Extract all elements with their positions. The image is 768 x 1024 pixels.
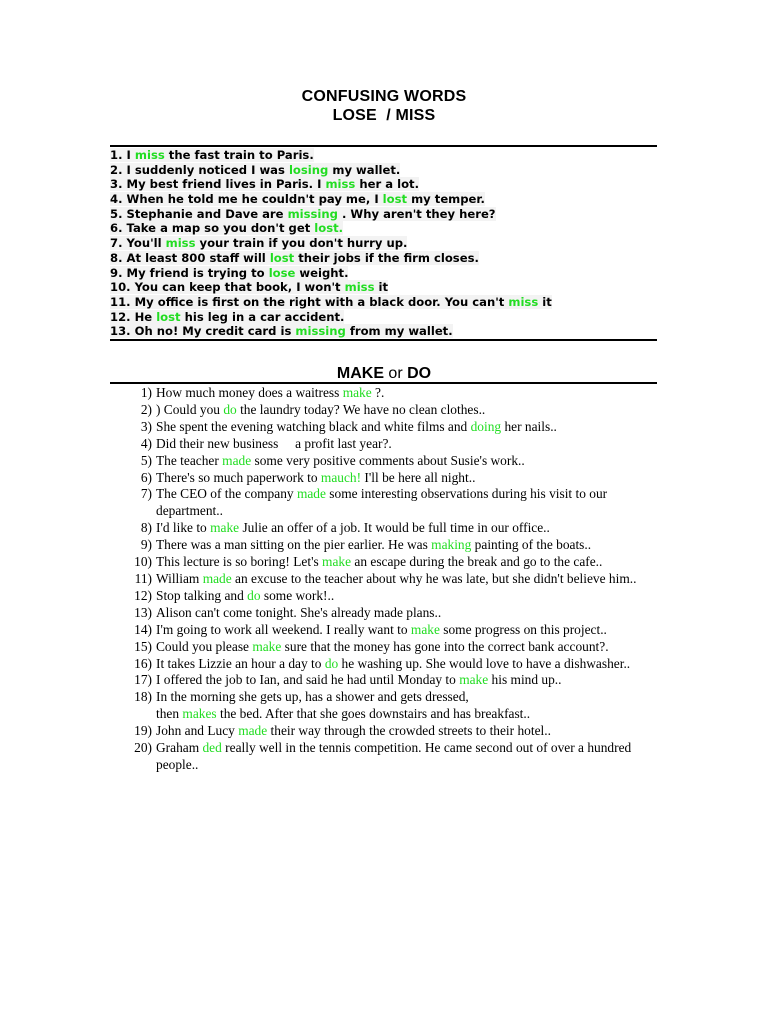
sentence-text: my temper. [407, 192, 485, 207]
sentence-text: I'm going to work all weekend. I really want to [156, 621, 411, 637]
answer-word: lost [156, 309, 181, 324]
item-number: 11. [110, 294, 131, 309]
sentence-text: My friend is trying to [126, 265, 269, 280]
sentence-text: some very positive comments about Susie's work.. [251, 452, 525, 468]
list-item [110, 588, 660, 605]
item-number: 18) [134, 689, 152, 705]
sentence-text: he washing up. She would love to have a dishwasher.. [338, 655, 631, 671]
sentence-text: The CEO of the company [156, 486, 297, 502]
list-item [110, 436, 660, 453]
sentence-text: How much money does a waitress [156, 385, 343, 400]
sentence-text: At least 800 staff will [126, 250, 270, 265]
sentence [110, 207, 496, 221]
item-number: 2. [110, 162, 123, 177]
list-item [110, 706, 660, 723]
item-number: 9. [110, 265, 123, 280]
list-item [110, 385, 660, 402]
sentence-text: my wallet. [328, 162, 401, 177]
answer-word: making [431, 537, 472, 553]
sentence-text: really well in the tennis competition. He came second out of over a hundred people.. [156, 740, 635, 772]
sentence-row [110, 148, 657, 163]
answer-word: miss [134, 148, 165, 162]
answer-word: miss [325, 177, 356, 192]
list-item [110, 622, 660, 639]
sentence-text: Take a map so you don't get [126, 221, 315, 236]
item-number: 11) [134, 570, 152, 586]
top-divider [110, 145, 657, 147]
sentence-text: painting of the boats.. [471, 537, 592, 553]
sentence [110, 251, 479, 265]
item-number: 7) [140, 486, 152, 502]
make-do-divider [110, 382, 657, 384]
sentence [110, 192, 485, 206]
sentence-text: an excuse to the teacher about why he was late, but she didn't believe him.. [231, 570, 637, 586]
sentence-text: your train if you don't hurry up. [195, 236, 408, 251]
or-word: or [383, 365, 408, 382]
item-number: 6. [110, 221, 123, 236]
sentence-text: He [134, 309, 157, 324]
list-item [110, 689, 660, 706]
sentence-text: it [538, 294, 552, 309]
sentence-text: Graham [156, 740, 203, 756]
item-number: 1) [140, 385, 152, 400]
sentence-row [110, 324, 657, 339]
item-number: 10. [110, 280, 131, 295]
item-number: 12) [134, 587, 152, 603]
sentence-text: William [156, 570, 203, 586]
answer-word: made [222, 452, 252, 468]
sentence-text: his leg in a car accident. [180, 309, 345, 324]
list-item [110, 486, 660, 520]
answer-word: missing [287, 206, 338, 221]
item-number: 3) [140, 418, 152, 434]
answer-word: make [459, 672, 489, 688]
sentence-text: some interesting observations during his visit to our department.. [156, 486, 611, 519]
sentence-text: You can keep that book, I won't [134, 280, 345, 295]
sentence [110, 236, 407, 250]
sentence-text: Oh no! My credit card is [134, 324, 296, 339]
sentence-text: some work!.. [260, 587, 335, 603]
sentence-text: My best friend lives in Paris. I [126, 177, 326, 192]
item-number: 1. [110, 148, 123, 162]
sentence-text: John and Lucy [156, 723, 239, 739]
answer-word: missing [295, 324, 346, 339]
sentence-text: Stop talking and [156, 587, 248, 603]
sentence-row [110, 177, 657, 192]
list-item [110, 656, 660, 673]
answer-word: lose [268, 265, 296, 280]
item-number: 8) [140, 520, 152, 536]
answer-word: made [296, 486, 326, 502]
list-item [110, 723, 660, 740]
make-word: MAKE [336, 365, 384, 382]
answer-word: made [202, 570, 232, 586]
list-item [110, 520, 660, 537]
list-item [110, 537, 660, 554]
sentence-text: This lecture is so boring! Let's [156, 554, 323, 570]
answer-word: do [324, 655, 339, 671]
sentence-row [110, 221, 657, 236]
sentence-text: her nails.. [501, 418, 557, 434]
item-number: 5) [140, 452, 152, 468]
answer-word: lost [382, 192, 408, 207]
sentence [110, 266, 348, 280]
list-item [110, 740, 660, 774]
item-number: 3. [110, 177, 123, 192]
sentence-text: There was a man sitting on the pier earlier. He was [156, 537, 432, 553]
sentence-row [110, 266, 657, 281]
sentence-text: Could you please [156, 638, 253, 654]
answer-word: ded [202, 740, 222, 756]
answer-word: do [223, 401, 237, 417]
answer-word: make [252, 638, 282, 654]
sentence-text: I'd like to [156, 520, 211, 536]
answer-word: makes [182, 706, 217, 722]
list-item [110, 571, 660, 588]
answer-word: lost. [314, 221, 344, 236]
sentence-text: I [126, 148, 135, 162]
item-number: 17) [134, 672, 152, 688]
answer-word: mauch! [320, 469, 362, 485]
lose-miss-list [110, 148, 657, 339]
item-number: 10) [134, 554, 152, 570]
sentence [110, 310, 344, 324]
sentence-row [110, 192, 657, 207]
sentence-row [110, 295, 657, 310]
page-title-line1: CONFUSING WORDS [301, 88, 467, 105]
item-number: 19) [134, 723, 152, 739]
answer-word: do [247, 587, 261, 603]
bottom-divider [110, 339, 657, 341]
sentence-row [110, 207, 657, 222]
sentence-text: sure that the money has gone into the correct bank account?. [281, 638, 609, 654]
sentence-text: her a lot. [355, 177, 419, 192]
do-word: DO [407, 365, 432, 382]
item-number: 16) [134, 655, 152, 671]
item-number: 13. [110, 324, 131, 339]
sentence [110, 177, 419, 191]
answer-word: miss [508, 294, 539, 309]
answer-word: make [342, 385, 372, 400]
sentence-text: ) Could you [156, 401, 224, 417]
sentence-text: their way through the crowded streets to their hotel.. [267, 723, 551, 739]
sentence-text: In the morning she gets up, has a shower and gets dressed, [156, 689, 469, 705]
item-number: 4. [110, 192, 123, 207]
sentence [110, 221, 343, 235]
item-number: 12. [110, 309, 131, 324]
sentence-row [110, 236, 657, 251]
sentence-text: weight. [295, 265, 349, 280]
item-number: 6) [140, 469, 152, 485]
sentence [110, 295, 552, 309]
item-number: 4) [140, 435, 152, 451]
sentence-row [110, 280, 657, 295]
sentence-text: Did their new business a profit last year?. [156, 435, 392, 451]
answer-word: doing [470, 418, 502, 434]
sentence-row [110, 310, 657, 325]
sentence-row [110, 251, 657, 266]
make-do-list [110, 385, 660, 774]
sentence [110, 324, 453, 338]
sentence [110, 148, 314, 162]
sentence-text: Alison can't come tonight. She's already made plans.. [156, 604, 442, 620]
sentence-text: the fast train to Paris. [164, 148, 314, 162]
item-number: 20) [134, 740, 152, 756]
sentence-text: Julie an offer of a job. It would be full time in our office.. [239, 520, 550, 536]
answer-word: losing [288, 162, 329, 177]
answer-word: miss [344, 280, 375, 295]
list-item [110, 402, 660, 419]
item-number: 5. [110, 206, 123, 221]
sentence-text: their jobs if the firm closes. [294, 250, 479, 265]
answer-word: make [210, 520, 240, 536]
answer-word: made [238, 723, 268, 739]
answer-word: make [322, 554, 352, 570]
sentence-text: the laundry today? We have no clean clothes.. [236, 401, 486, 417]
sentence-text: There's so much paperwork to [156, 469, 321, 485]
sentence-text: his mind up.. [488, 672, 562, 688]
sentence-text: ?. [371, 385, 385, 400]
sentence-text: She spent the evening watching black and white films and [156, 418, 471, 434]
sentence-text: the bed. After that she goes downstairs and has breakfast.. [216, 706, 531, 722]
list-item [110, 639, 660, 656]
sentence-text: Stephanie and Dave are [126, 206, 288, 221]
page-title-line2: LOSE / MISS [332, 107, 436, 124]
sentence-text: When he told me he couldn't pay me, I [126, 192, 383, 207]
item-number: 7. [110, 236, 123, 251]
sentence-row [110, 163, 657, 178]
list-item [110, 554, 660, 571]
sentence [110, 280, 388, 294]
answer-word: make [410, 621, 440, 637]
sentence-text: some progress on this project.. [439, 621, 607, 637]
list-item [110, 453, 660, 470]
list-item [110, 419, 660, 436]
sentence-text: You'll [126, 236, 166, 251]
sentence-text: from my wallet. [345, 324, 453, 339]
item-number: 9) [140, 537, 152, 553]
item-number: 8. [110, 250, 123, 265]
sentence-text: then [156, 706, 183, 722]
make-do-title [0, 364, 768, 384]
sentence-text: I suddenly noticed I was [126, 162, 289, 177]
list-item [110, 470, 660, 487]
item-number: 15) [134, 638, 152, 654]
sentence-text: It takes Lizzie an hour a day to [156, 655, 325, 671]
sentence-text: I offered the job to Ian, and said he had until Monday to [156, 672, 460, 688]
sentence [110, 163, 400, 177]
item-number: 13) [134, 604, 152, 620]
sentence-text: . Why aren't they here? [337, 206, 496, 221]
list-item [110, 672, 660, 689]
answer-word: miss [165, 236, 196, 251]
list-item [110, 605, 660, 622]
sentence-text: I'll be here all night.. [361, 469, 476, 485]
sentence-text: it [374, 280, 389, 295]
sentence-text: My office is first on the right with a black door. You can't [134, 294, 509, 309]
sentence-text: an escape during the break and go to the cafe.. [351, 554, 603, 570]
sentence-text: The teacher [156, 452, 223, 468]
item-number: 14) [134, 621, 152, 637]
item-number: 2) [140, 401, 152, 417]
answer-word: lost [269, 250, 295, 265]
